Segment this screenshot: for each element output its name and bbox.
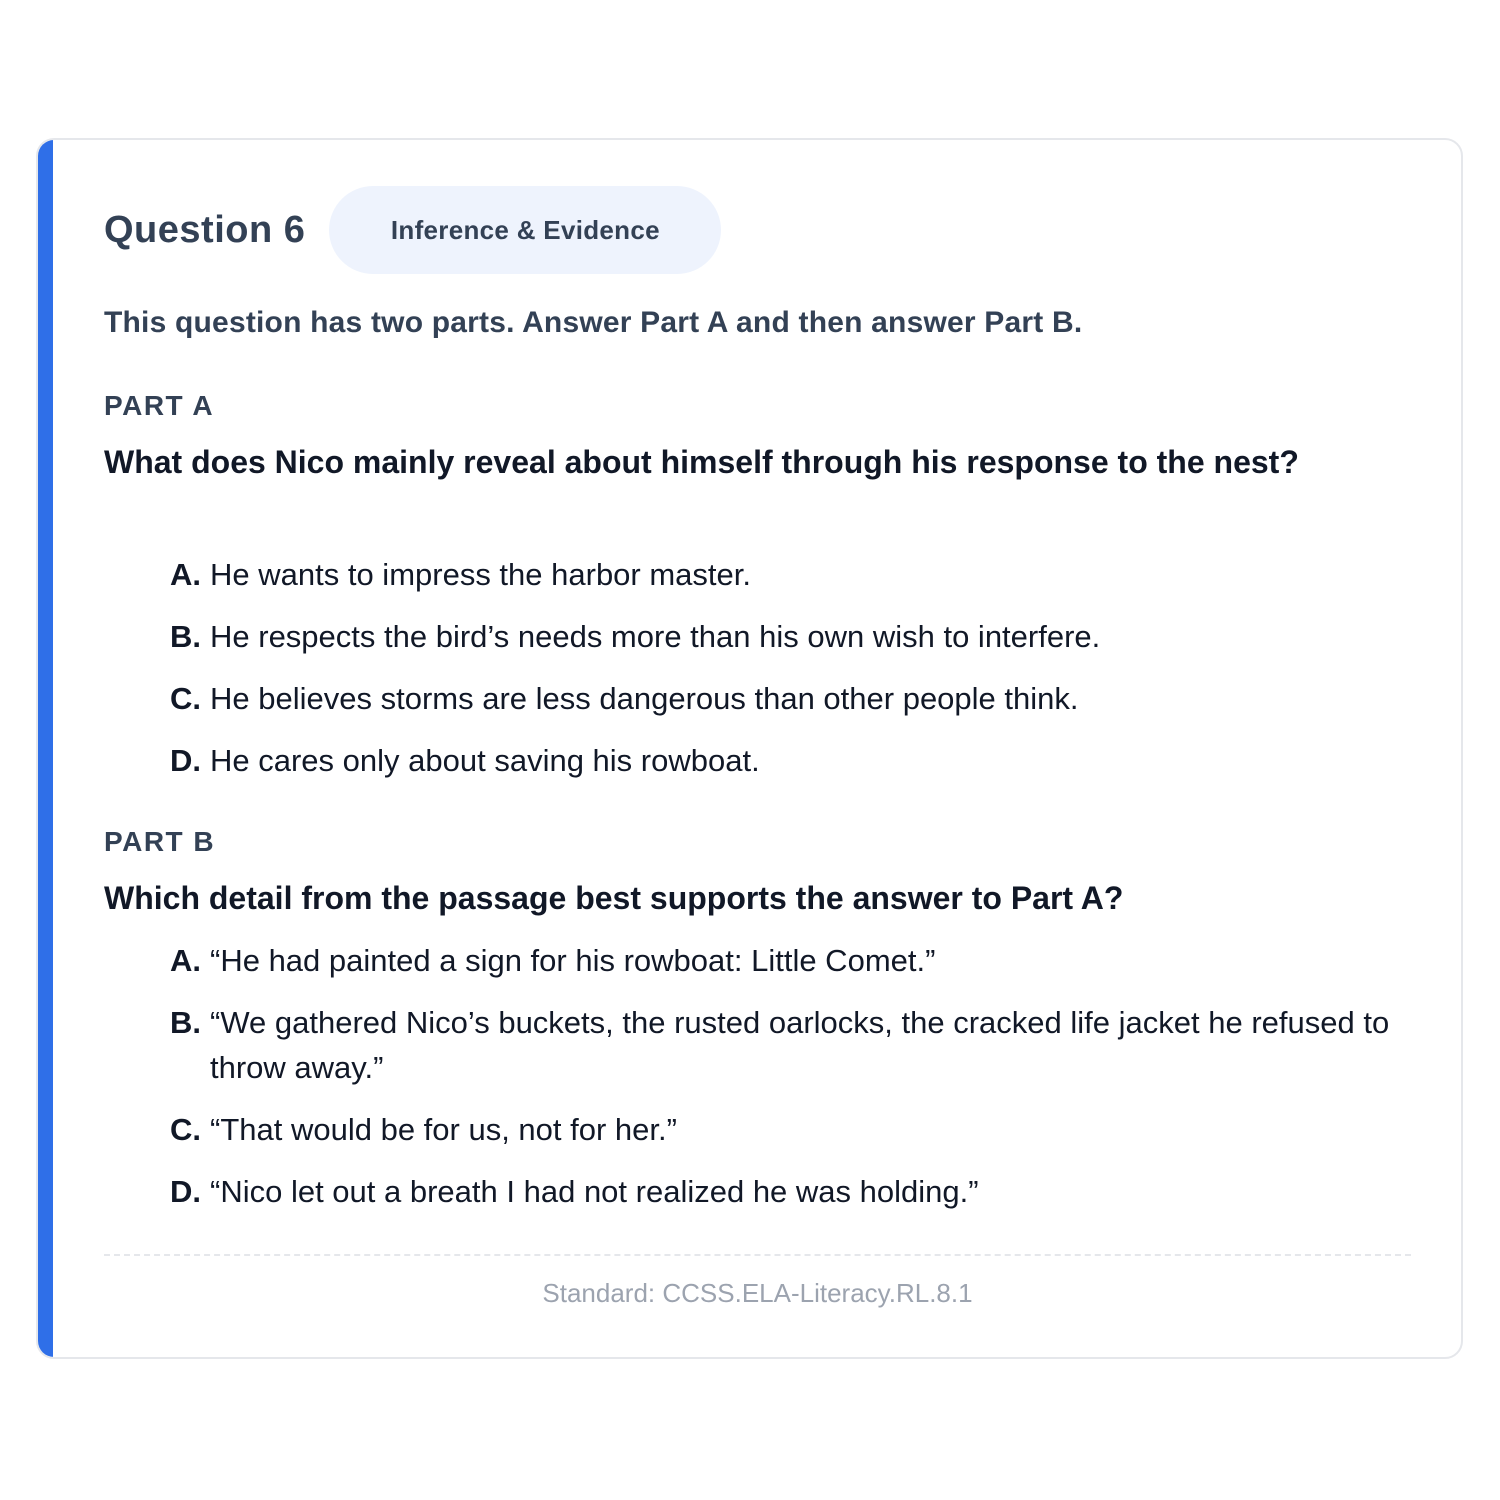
choice-text: He respects the bird’s needs more than his own wish to interfere. <box>210 619 1101 654</box>
part-a-choice-c[interactable] <box>170 676 1400 721</box>
part-b-choice-d[interactable] <box>170 1169 1400 1214</box>
question-card <box>36 138 1463 1359</box>
choice-text: “That would be for us, not for her.” <box>210 1112 677 1147</box>
skill-tag-badge: Inference & Evidence <box>329 186 721 274</box>
choice-text: He believes storms are less dangerous than other people think. <box>210 681 1079 716</box>
footer-divider <box>104 1254 1411 1256</box>
choice-letter: A. <box>170 943 201 978</box>
question-header <box>104 186 721 274</box>
choice-letter: D. <box>170 1174 201 1209</box>
part-b-prompt: Which detail from the passage best supports the answer to Part A? <box>104 880 1124 916</box>
choice-letter: A. <box>170 557 201 592</box>
choice-letter: B. <box>170 619 201 654</box>
part-a-choices <box>170 552 1400 800</box>
choice-text: “He had painted a sign for his rowboat: Little Comet.” <box>210 943 936 978</box>
choice-text: He wants to impress the harbor master. <box>210 557 752 592</box>
choice-letter: B. <box>170 1005 201 1040</box>
choice-letter: C. <box>170 1112 201 1147</box>
part-a-prompt: What does Nico mainly reveal about himself through his response to the nest? <box>104 444 1299 480</box>
part-b-choice-c[interactable] <box>170 1107 1400 1152</box>
part-b-choice-a[interactable] <box>170 938 1400 983</box>
choice-letter: D. <box>170 743 201 778</box>
part-b-choice-b[interactable] <box>170 1000 1400 1090</box>
choice-text: He cares only about saving his rowboat. <box>210 743 760 778</box>
choice-letter: C. <box>170 681 201 716</box>
accent-bar <box>38 140 53 1357</box>
part-a-label: PART A <box>104 390 215 421</box>
part-b-label: PART B <box>104 826 216 857</box>
choice-text: “Nico let out a breath I had not realized he was holding.” <box>210 1174 979 1209</box>
part-a-choice-b[interactable] <box>170 614 1400 659</box>
choice-text: “We gathered Nico’s buckets, the rusted oarlocks, the cracked life jacket he refused to throw away.” <box>210 1005 1390 1085</box>
question-instructions: This question has two parts. Answer Part A and then answer Part B. <box>104 306 1083 339</box>
question-title: Question 6 <box>104 208 306 251</box>
standard-label: Standard: CCSS.ELA-Literacy.RL.8.1 <box>542 1278 973 1308</box>
part-b-choices <box>170 938 1400 1231</box>
part-a-choice-d[interactable] <box>170 738 1400 783</box>
part-a-choice-a[interactable] <box>170 552 1400 597</box>
